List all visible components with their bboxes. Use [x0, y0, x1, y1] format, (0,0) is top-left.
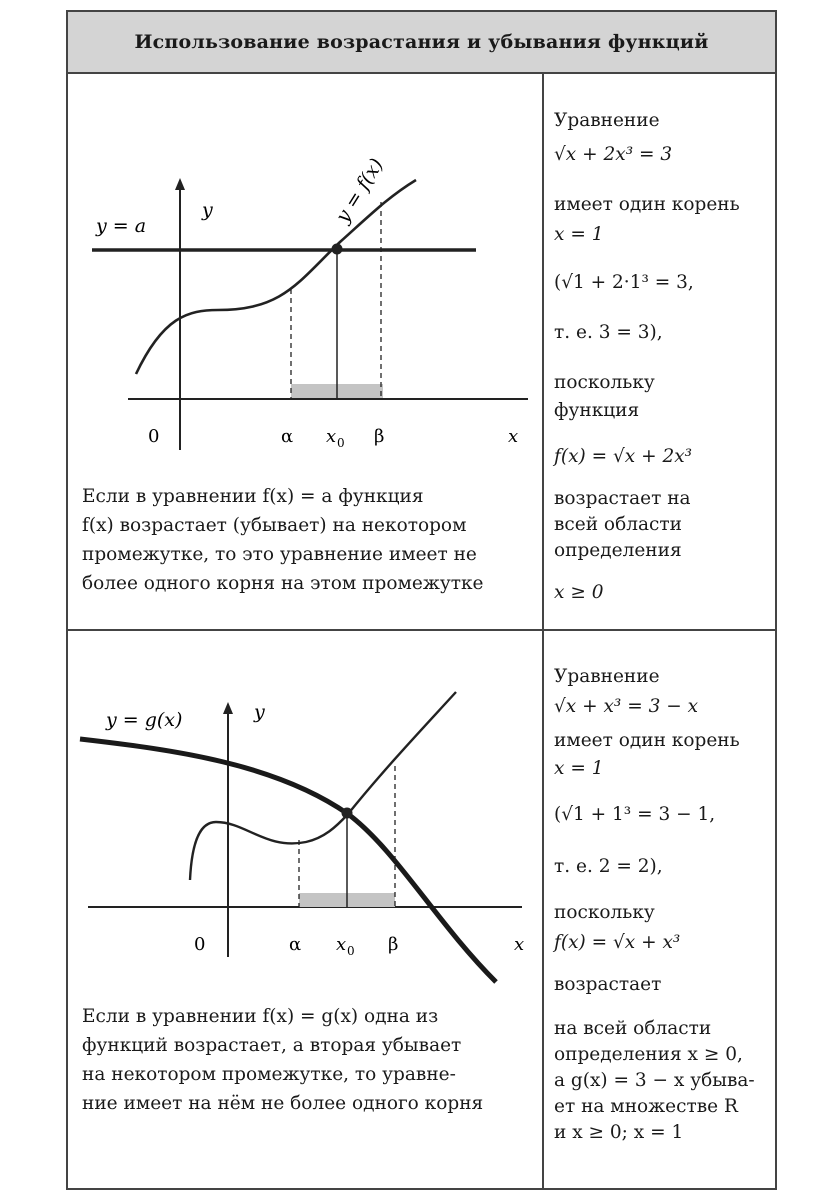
example-2-line: возрастает	[554, 974, 662, 995]
example-1-line: Уравнение	[554, 110, 660, 131]
example-2-line: т. е. 2 = 2),	[554, 856, 663, 877]
example-2-line: и x ≥ 0; x = 1	[554, 1122, 684, 1143]
y-axis-arrow	[223, 702, 233, 714]
label-beta: β	[374, 426, 385, 447]
caption-1-line: f(x) возрастает (убывает) на некотором	[82, 515, 467, 536]
example-1-line: поскольку	[554, 372, 655, 393]
caption-2-line: ние имеет на нём не более одного корня	[82, 1093, 484, 1114]
example-2-line: поскольку	[554, 902, 655, 923]
example-2-equation: √x + x³ = 3 − x	[554, 696, 699, 717]
example-2-line: Уравнение	[554, 666, 660, 687]
caption-2-line: на некотором промежутке, то уравне-	[82, 1064, 456, 1085]
label-x-axis: x	[508, 426, 519, 447]
example-1-function: f(x) = √x + 2x³	[554, 446, 693, 467]
label-alpha: α	[281, 426, 294, 447]
label-y-axis: y	[202, 199, 213, 221]
label-x0-sub: 0	[337, 436, 345, 450]
example-1-line: возрастает на	[554, 488, 691, 509]
label-x0-sub: 0	[347, 944, 355, 958]
graph-f-equals-a	[78, 112, 538, 462]
table-title: Использование возрастания и убывания функций	[134, 31, 709, 53]
example-2-line: а g(x) = 3 − x убыва-	[554, 1070, 755, 1091]
caption-2	[82, 1002, 483, 1118]
curve-f	[136, 180, 416, 374]
caption-1-line: промежутке, то это уравнение имеет не	[82, 544, 477, 565]
curve-g	[80, 739, 496, 982]
graph-f-equals-g	[76, 682, 542, 1000]
label-beta: β	[388, 934, 399, 955]
example-2-line: ет на множестве R	[554, 1096, 738, 1117]
example-1-check: (√1 + 2·1³ = 3,	[554, 272, 694, 293]
label-x0: x	[326, 426, 337, 447]
example-2-root: x = 1	[554, 758, 604, 779]
caption-1-line: Если в уравнении f(x) = a функция	[82, 486, 424, 507]
label-x0: x	[336, 934, 347, 955]
caption-1	[82, 482, 483, 598]
example-2-function: f(x) = √x + x³	[554, 932, 681, 953]
example-1-line: определения	[554, 540, 682, 561]
example-1-line: всей области	[554, 514, 682, 535]
example-2-line: на всей области	[554, 1018, 712, 1039]
intersection-point	[342, 808, 353, 819]
column-divider	[542, 74, 544, 1190]
label-origin: 0	[194, 934, 206, 955]
example-1-root: x = 1	[554, 224, 604, 245]
caption-2-line: Если в уравнении f(x) = g(x) одна из	[82, 1006, 439, 1027]
label-y-eq-a: y = a	[96, 215, 147, 237]
row-divider	[68, 629, 775, 631]
curve-f	[190, 692, 456, 880]
label-g: y = g(x)	[106, 709, 183, 731]
example-2-check: (√1 + 1³ = 3 − 1,	[554, 804, 716, 825]
label-alpha: α	[289, 934, 302, 955]
label-origin: 0	[148, 426, 160, 447]
example-1-line: имеет один корень	[554, 194, 740, 215]
label-x-axis: x	[514, 934, 525, 955]
label-y-axis: y	[254, 701, 265, 723]
example-2-line: имеет один корень	[554, 730, 740, 751]
y-axis-arrow	[175, 178, 185, 190]
table-header	[68, 12, 775, 74]
example-1-line: т. е. 3 = 3),	[554, 322, 663, 343]
example-1-equation: √x + 2x³ = 3	[554, 144, 673, 165]
caption-1-line: более одного корня на этом промежутке	[82, 573, 484, 594]
example-1-line: функция	[554, 400, 640, 421]
intersection-point	[332, 244, 343, 255]
label-curve-f: y = f(x)	[331, 154, 389, 227]
example-2-line: определения x ≥ 0,	[554, 1044, 743, 1065]
table-frame	[66, 10, 777, 1190]
caption-2-line: функций возрастает, а вторая убывает	[82, 1035, 462, 1056]
example-1-domain: x ≥ 0	[554, 582, 604, 603]
